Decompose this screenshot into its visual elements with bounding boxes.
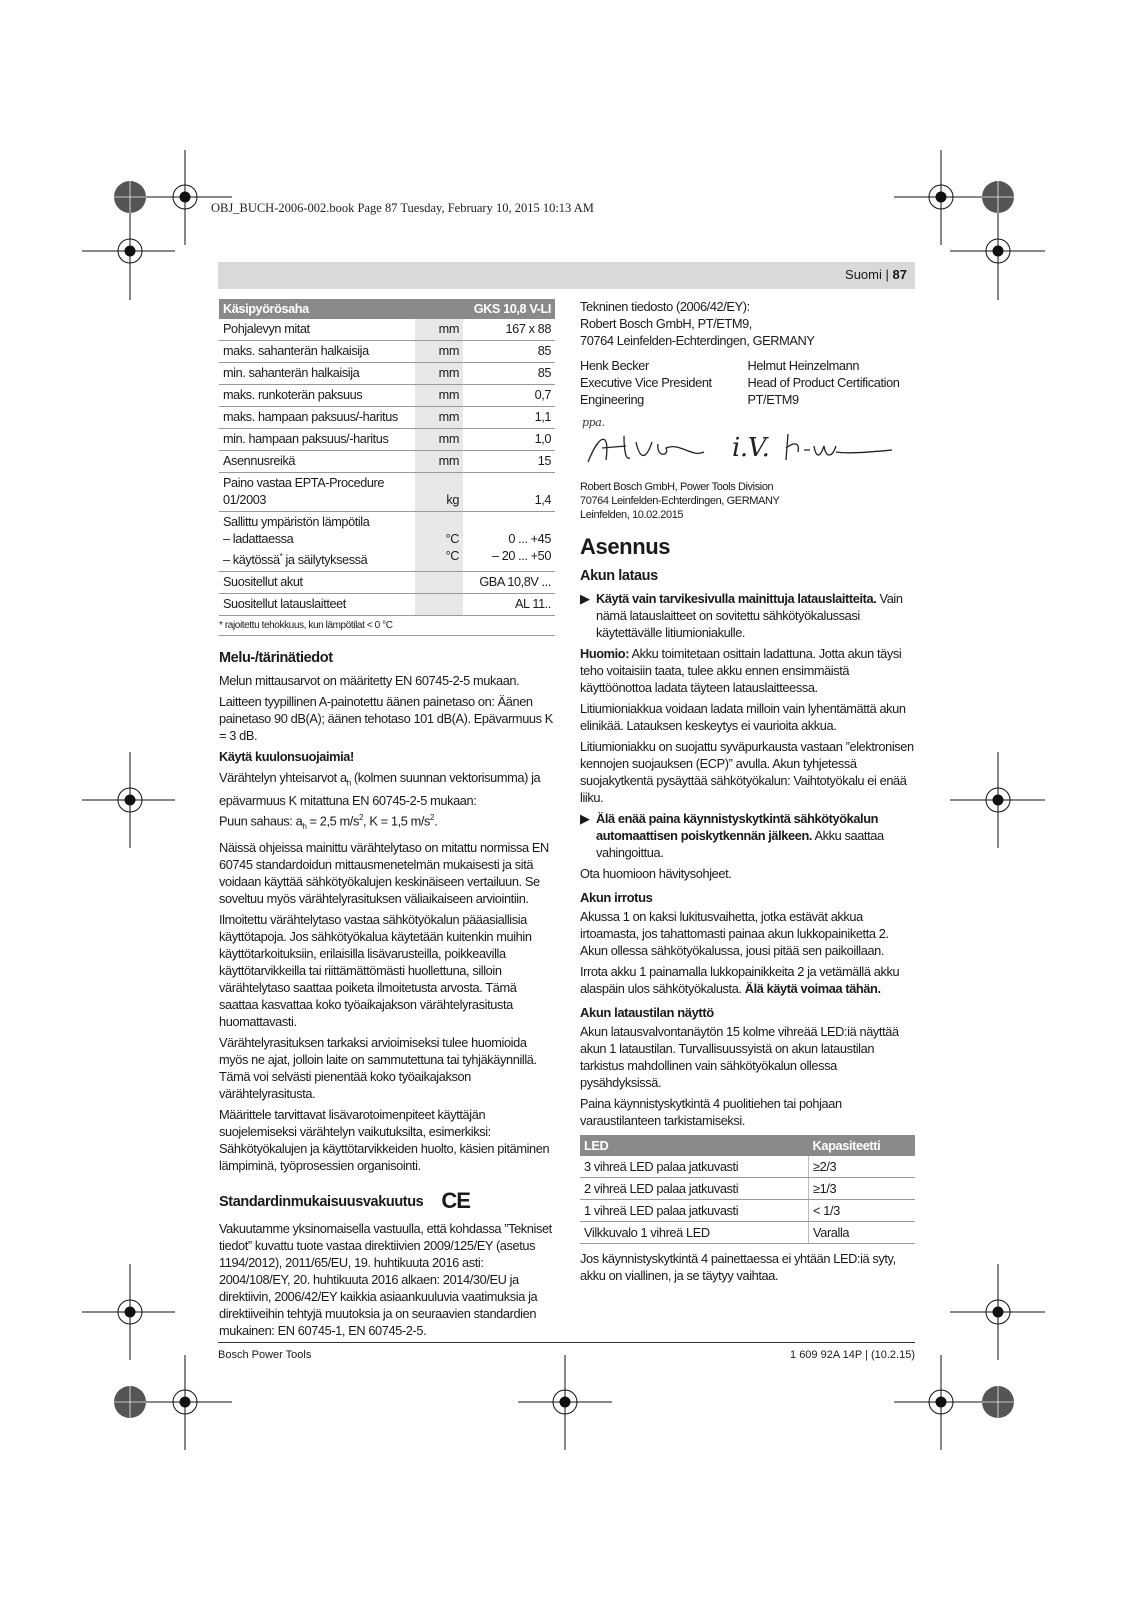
- spec-unit: mm: [415, 407, 463, 429]
- address-line-1: Robert Bosch GmbH, Power Tools Division: [580, 481, 774, 493]
- led-capacity: ≥1/3: [809, 1178, 915, 1200]
- led-row: [580, 1200, 915, 1222]
- bullet-2: ▶ Älä enää paina käynnistyskytkintä sähkötyökalun automaattisen poiskytkennän jälkeen. Akku saattaa vahingoittua.: [580, 811, 884, 860]
- table-row: [219, 594, 555, 616]
- signatories: [580, 357, 915, 408]
- header-separator: |: [885, 267, 889, 282]
- spec-value: 0,7: [463, 385, 555, 407]
- spec-label: min. sahanterän halkaisija: [219, 363, 415, 385]
- irrotus-p1: Akussa 1 on kaksi lukitusvaihetta, jotka estävät akkua irtoamasta, jos tahattomasti painaa akun lukkopainiketta 2. Akun ollessa sähkötyökalussa, jousi pitää sen paikoillaan.: [580, 909, 889, 958]
- techfile-line-2: Robert Bosch GmbH, PT/ETM9,: [580, 316, 752, 331]
- weight-unit: kg: [446, 493, 459, 507]
- lithium-p2: Litiumioniakku on suojattu syväpurkausta vastaan ”elektronisen kennojen suojauksen (ECP)” avulla. Akun tyhjetessä suojakytkentä pysäyttää sähkötyökalun: Vaihtotyökalu ei enää liiku.: [580, 739, 914, 805]
- table-row: [219, 572, 555, 594]
- subheading-irrotus: Akun irrotus: [580, 890, 653, 905]
- noise-p4: Värähtelyn yhteisarvot $a_h$ (kolmen suunnan vektorisumma) ja epävarmuus K mitattuna EN 60745-2-5 mukaan: Puun sahaus: $a_h = 2,5$ $m/s^2$, K = 1,5 $m/s^2$.: [219, 770, 541, 831]
- spec-label: min. hampaan paksuus/-haritus: [219, 429, 415, 451]
- table-row: [219, 451, 555, 473]
- disposal-note: Ota huomioon hävitysohjeet.: [580, 866, 732, 881]
- techfile-line-1: Tekninen tiedosto (2006/42/EY):: [580, 299, 750, 314]
- led-state: Vilkkuvalo 1 vihreä LED: [580, 1222, 809, 1244]
- signatory-1: Henk Becker Executive Vice President Engineering: [580, 358, 712, 407]
- noise-p2: Laitteen tyypillinen A-painotettu äänen painetaso on: Äänen painetaso 90 dB(A); äänen tehotaso 101 dB(A). Epävarmuus K = 3 dB.: [219, 694, 553, 744]
- spec-label: maks. sahanterän halkaisija: [219, 341, 415, 363]
- spec-value: 167 x 88: [463, 319, 555, 341]
- spec-unit: mm: [415, 429, 463, 451]
- table-row: [219, 341, 555, 363]
- address-line-3: Leinfelden, 10.02.2015: [580, 509, 684, 521]
- footer-docnumber: 1 609 92A 14P | (10.2.15): [790, 1349, 915, 1361]
- weight-label: Paino vastaa EPTA-Procedure: [223, 476, 385, 490]
- noise-p8: Määrittele tarvittavat lisävarotoimenpiteet käyttäjän suojelemiseksi värähtelyn vaikutuksilta, esimerkiksi: Sähkötyökalujen ja käyttötarvikkeiden huolto, käsien pitäminen lämpiminä, työprosessien organisointi.: [219, 1106, 550, 1173]
- section-heading-asennus: Asennus: [580, 534, 671, 559]
- table-row: [219, 473, 555, 512]
- spec-value: 1,1: [463, 407, 555, 429]
- led-row: [580, 1178, 915, 1200]
- right-column: [580, 298, 915, 1288]
- spec-unit: mm: [415, 385, 463, 407]
- noise-p1: Melun mittausarvot on määritetty EN 60745-2-5 mukaan.: [219, 673, 520, 689]
- table-row: [219, 512, 555, 572]
- bullet-1: ▶ Käytä vain tarvikesivulla mainittuja latauslaitteita. Vain nämä latauslaitteet on sovitettu sähkötyökalussasi käytettävälle litiumioniakulle.: [580, 591, 903, 640]
- spec-value: 85: [463, 363, 555, 385]
- temp-charging-label: – ladattaessa: [223, 532, 294, 546]
- led-final-note: Jos käynnistyskytkintä 4 painettaessa ei yhtään LED:iä syty, akku on viallinen, ja se täytyy vaihtaa.: [580, 1251, 896, 1283]
- led-capacity: ≥2/3: [809, 1156, 915, 1178]
- ce-mark-icon: CE: [441, 1187, 470, 1213]
- spec-footnote: * rajoitettu tehokkuus, kun lämpötilat < 0 °C: [219, 620, 555, 636]
- table-row: [219, 429, 555, 451]
- conformity-text: Vakuutamme yksinomaisella vastuulla, että kohdassa ”Tekniset tiedot” kuvattu tuote vastaa direktiivien 2009/125/EY (asetus 1194/2012), 2011/65/EU, 19. huhtikuuta 2016 asti: 2004/108/EY, 20. huhtikuuta 2016 alkaen: 2014/30/EU ja direktiivin, 2006/42/EY kaikkia asiaankuuluvia vaatimuksia ja direktiiveihin tehtyjä muutoksia ja on seuraavien standardien mukainen: EN 60745-1, EN 60745-2-5.: [219, 1220, 552, 1338]
- signatures-image: [580, 412, 915, 474]
- footer-brand: Bosch Power Tools: [218, 1349, 312, 1361]
- lithium-p1: Litiumioniakkua voidaan ladata milloin vain lyhentämättä akun elinikää. Latauksen keskeytys ei vaurioita akkua.: [580, 701, 906, 733]
- spec-label: Asennusreikä: [219, 451, 415, 473]
- temp-value-2: – 20 ... +50: [491, 549, 551, 563]
- subheading-akun-lataus: Akun lataus: [580, 568, 658, 584]
- spec-unit: mm: [415, 363, 463, 385]
- footnote-marker: *: [279, 552, 283, 561]
- spec-label: Suositellut latauslaitteet: [219, 594, 415, 616]
- spec-unit: mm: [415, 319, 463, 341]
- bullet-triangle-icon: ▶: [580, 811, 590, 826]
- spec-value: 1,0: [463, 429, 555, 451]
- irrotus-p2: Irrota akku 1 painamalla lukkopainikkeita 2 ja vetämällä akku alaspäin ulos sähkötyökalusta. Älä käytä voimaa tähän.: [580, 964, 900, 996]
- temp-unit-2: °C: [445, 549, 459, 563]
- spec-value: 85: [463, 341, 555, 363]
- ppa-text: ppa.: [582, 416, 605, 429]
- spec-table-header-model: GKS 10,8 V-LI: [463, 299, 555, 319]
- naytto-p1: Akun latausvalvontanäytön 15 kolme vihreää LED:iä näyttää akun 1 lataustilan. Turvallisuussyistä on akun lataustilan tarkistus mahdollinen vain sähkötyökalun ollessa pysähdyksissä.: [580, 1024, 899, 1090]
- led-row: [580, 1222, 915, 1244]
- bullet-triangle-icon: ▶: [580, 591, 590, 606]
- weight-value: 1,4: [534, 493, 551, 507]
- led-capacity: < 1/3: [809, 1200, 915, 1222]
- spec-label: Suositellut akut: [219, 572, 415, 594]
- noise-heading: Melu-/tärinätiedot: [219, 650, 333, 667]
- spec-table-header-name: Käsipyörösaha: [219, 299, 415, 319]
- language-label: Suomi: [845, 267, 882, 282]
- led-table: [580, 1135, 915, 1244]
- signatory-2: Helmut Heinzelmann Head of Product Certification PT/ETM9: [747, 358, 900, 407]
- page-footer: [218, 1342, 915, 1361]
- note-paragraph: Huomio: Akku toimitetaan osittain ladattuna. Jotta akun täysi teho voitaisiin taata, tulee akku ennen ensimmäistä käyttöönottoa ladata täyteen latauslaitteessa.: [580, 646, 902, 695]
- weight-label-2: 01/2003: [223, 493, 267, 507]
- spec-value: AL 11..: [463, 594, 555, 616]
- temp-unit-1: °C: [445, 532, 459, 546]
- page-number: 87: [892, 267, 907, 282]
- noise-p6: Ilmoitettu värähtelytaso vastaa sähkötyökalun pääasiallisia käyttötapoja. Jos sähkötyökalua käytetään kuitenkin muihin käyttötarkoituksiin, erilaisilla lisävarusteilla, poikkeavilla käyttötarvikkeilla tai riittämättömästi huollettuna, silloin värähtelytaso saattaa poiketa ilmoitetusta arvosta. Tämä saattaa kasvattaa koko työaikajakson värähtelyrasitusta huomattavasti.: [219, 911, 532, 1029]
- spec-unit: mm: [415, 451, 463, 473]
- temp-value-1: 0 ... +45: [508, 532, 551, 546]
- noise-p7: Värähtelyrasituksen tarkaksi arvioimiseksi tulee huomioida myös ne ajat, jolloin laite on sammutettuna tai tyhjäkäynnillä. Tämä voi selvästi pienentää koko työaikajakson värähtelyrasitusta.: [219, 1034, 537, 1101]
- table-row: [219, 319, 555, 341]
- left-column: [219, 299, 555, 1343]
- led-col-header: LED: [580, 1135, 809, 1156]
- spec-table: [219, 299, 555, 616]
- temp-operating-label: – käytössä: [223, 553, 280, 568]
- iv-text: i.V.: [732, 433, 770, 463]
- subheading-naytto: Akun lataustilan näyttö: [580, 1005, 714, 1020]
- spec-unit: mm: [415, 341, 463, 363]
- spec-label: maks. hampaan paksuus/-haritus: [219, 407, 415, 429]
- conformity-heading: Standardinmukaisuusvakuutus CE: [219, 1187, 470, 1213]
- techfile-line-3: 70764 Leinfelden-Echterdingen, GERMANY: [580, 333, 815, 348]
- spec-value: GBA 10,8V ...: [463, 572, 555, 594]
- address-line-2: 70764 Leinfelden-Echterdingen, GERMANY: [580, 495, 780, 507]
- page-header-label: [845, 267, 907, 282]
- spec-label: maks. runkoterän paksuus: [219, 385, 415, 407]
- capacity-col-header: Kapasiteetti: [809, 1135, 915, 1156]
- led-row: [580, 1156, 915, 1178]
- led-state: 1 vihreä LED palaa jatkuvasti: [580, 1200, 809, 1222]
- table-row: [219, 363, 555, 385]
- led-capacity: Varalla: [809, 1222, 915, 1244]
- book-info-line: OBJ_BUCH-2006-002.book Page 87 Tuesday, February 10, 2015 10:13 AM: [211, 201, 594, 215]
- spec-value: 15: [463, 451, 555, 473]
- table-row: [219, 385, 555, 407]
- table-row: [219, 407, 555, 429]
- spec-unit: [415, 572, 463, 594]
- temp-title: Sallittu ympäristön lämpötila: [223, 515, 370, 529]
- page-header-bar: [218, 262, 915, 289]
- spec-label: Pohjalevyn mitat: [219, 319, 415, 341]
- spec-unit: [415, 594, 463, 616]
- naytto-p2: Paina käynnistyskytkintä 4 puolitiehen tai pohjaan varaustilanteen tarkistamiseksi.: [580, 1096, 842, 1128]
- temp-storage-label: ja säilytyksessä: [282, 553, 368, 568]
- led-state: 2 vihreä LED palaa jatkuvasti: [580, 1178, 809, 1200]
- noise-p5: Näissä ohjeissa mainittu värähtelytaso on mitattu normissa EN 60745 standardoidun mittausmenetelmän mukaisesti ja sitä voidaan käyttää sähkötyökalujen keskinäiseen vertailuun. Se soveltuu myös värähtelyrasituksen väliaikaiseen arviointiin.: [219, 839, 549, 906]
- led-state: 3 vihreä LED palaa jatkuvasti: [580, 1156, 809, 1178]
- noise-p3: Käytä kuulonsuojaimia!: [219, 749, 354, 765]
